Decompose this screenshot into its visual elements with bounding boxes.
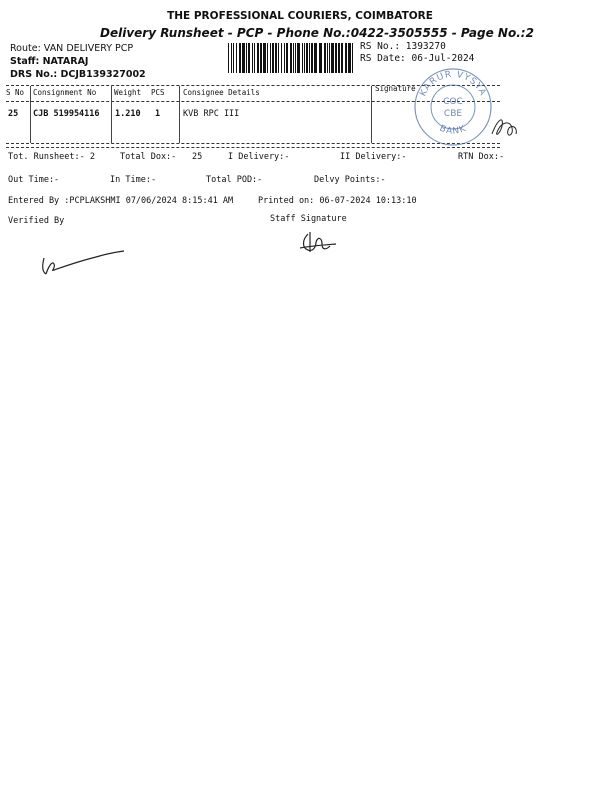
barcode-bar (290, 43, 292, 73)
barcode-bar (314, 43, 317, 73)
staff-signature (296, 226, 338, 254)
barcode-bar (242, 43, 245, 73)
barcode-bar (260, 43, 262, 73)
barcode-bar (309, 43, 310, 73)
staff-text: Staff: NATARAJ (10, 56, 89, 67)
consignee-signature (488, 112, 522, 142)
staff-signature-label: Staff Signature (270, 214, 347, 224)
barcode-bar (329, 43, 330, 73)
total-dox-value: 25 (192, 152, 203, 162)
summary-divider (6, 147, 500, 148)
barcode-bar (319, 43, 322, 73)
barcode-bar (335, 43, 337, 73)
barcode-bar (306, 43, 308, 73)
cell-s-no: 25 (8, 109, 19, 119)
i-delivery: I Delivery:- (228, 152, 290, 162)
header-weight: Weight (114, 88, 142, 97)
barcode-bar (254, 43, 255, 73)
verified-signature (36, 248, 126, 278)
barcode-bar (239, 43, 241, 73)
barcode-bar (263, 43, 266, 73)
svg-text:KARUR VYSYA (418, 70, 487, 98)
verified-by-label: Verified By (8, 216, 65, 226)
runsheet-subtitle: Delivery Runsheet - PCP - Phone No.:0422-3505555 - Page No.:2 (100, 26, 534, 40)
ii-delivery: II Delivery:- (340, 152, 407, 162)
barcode-bar (275, 43, 277, 73)
barcode-bar (348, 43, 351, 73)
bank-stamp (412, 66, 494, 148)
column-divider (30, 86, 31, 143)
out-time: Out Time:- (8, 175, 60, 185)
cell-weight: 1.210 (115, 109, 141, 119)
barcode-bar (272, 43, 274, 73)
barcode-bar (324, 43, 326, 73)
barcode-bar (304, 43, 305, 73)
cell-consignee: KVB RPC III (183, 109, 240, 119)
barcode-bar (281, 43, 282, 73)
stamp-center-line-2: CBE (443, 109, 463, 119)
cell-consignment-no: CJB 519954116 (33, 109, 100, 119)
delvy-points: Delvy Points:- (314, 175, 386, 185)
tot-runsheet: Tot. Runsheet:- 2 (8, 152, 95, 162)
drs-number: DRS No.: DCJB139327002 (10, 69, 146, 80)
total-pod: Total POD:- (206, 175, 263, 185)
barcode-bar (327, 43, 328, 73)
barcode-bar (311, 43, 313, 73)
barcode-bar (248, 43, 250, 73)
barcode-bar (345, 43, 347, 73)
svg-text:BANK (438, 124, 468, 137)
barcode-bar (338, 43, 340, 73)
printed-on: Printed on: 06-07-2024 10:13:10 (258, 196, 417, 206)
in-time: In Time:- (110, 175, 157, 185)
barcode-bar (278, 43, 279, 73)
barcode-bar (231, 43, 232, 73)
header-s-no: S No (6, 88, 25, 97)
barcode-bar (257, 43, 259, 73)
barcode-bar (331, 43, 334, 73)
barcode-bar (267, 43, 268, 73)
header-pcs: PCS (151, 88, 165, 97)
route-text: Route: VAN DELIVERY PCP (10, 43, 134, 54)
column-divider (371, 86, 372, 143)
barcode-bar (352, 43, 353, 73)
barcode-bar (246, 43, 247, 73)
total-dox-label: Total Dox:- (120, 152, 177, 162)
rs-date: RS Date: 06-Jul-2024 (360, 53, 475, 64)
barcode-bar (302, 43, 303, 73)
barcode-bar (270, 43, 271, 73)
barcode-bar (284, 43, 285, 73)
stamp-center-line-1: COC (443, 97, 463, 107)
barcode-bar (341, 43, 343, 73)
rs-number: RS No.: 1393270 (360, 41, 446, 52)
stamp-text-top: KARUR VYSYA (418, 69, 488, 99)
barcode-bar (236, 43, 237, 73)
stamp-text-bottom: BANK (437, 123, 469, 137)
rtn-dox: RTN Dox:- (458, 152, 505, 162)
column-divider (179, 86, 180, 143)
header-signature: Signature (375, 84, 416, 93)
barcode-bar (286, 43, 288, 73)
cell-pcs: 1 (155, 109, 161, 119)
barcode-bar (252, 43, 253, 73)
entered-by: Entered By :PCPLAKSHMI 07/06/2024 8:15:41 AM (8, 196, 234, 206)
barcode (228, 43, 354, 73)
company-title: THE PROFESSIONAL COURIERS, COIMBATORE (167, 10, 433, 22)
barcode-bar (228, 43, 229, 73)
barcode-bar (295, 43, 296, 73)
barcode-bar (233, 43, 234, 73)
header-consignment-no: Consignment No (33, 88, 97, 97)
header-consignee-details: Consignee Details (183, 88, 260, 97)
barcode-bar (293, 43, 294, 73)
column-divider (111, 86, 112, 143)
barcode-bar (297, 43, 300, 73)
